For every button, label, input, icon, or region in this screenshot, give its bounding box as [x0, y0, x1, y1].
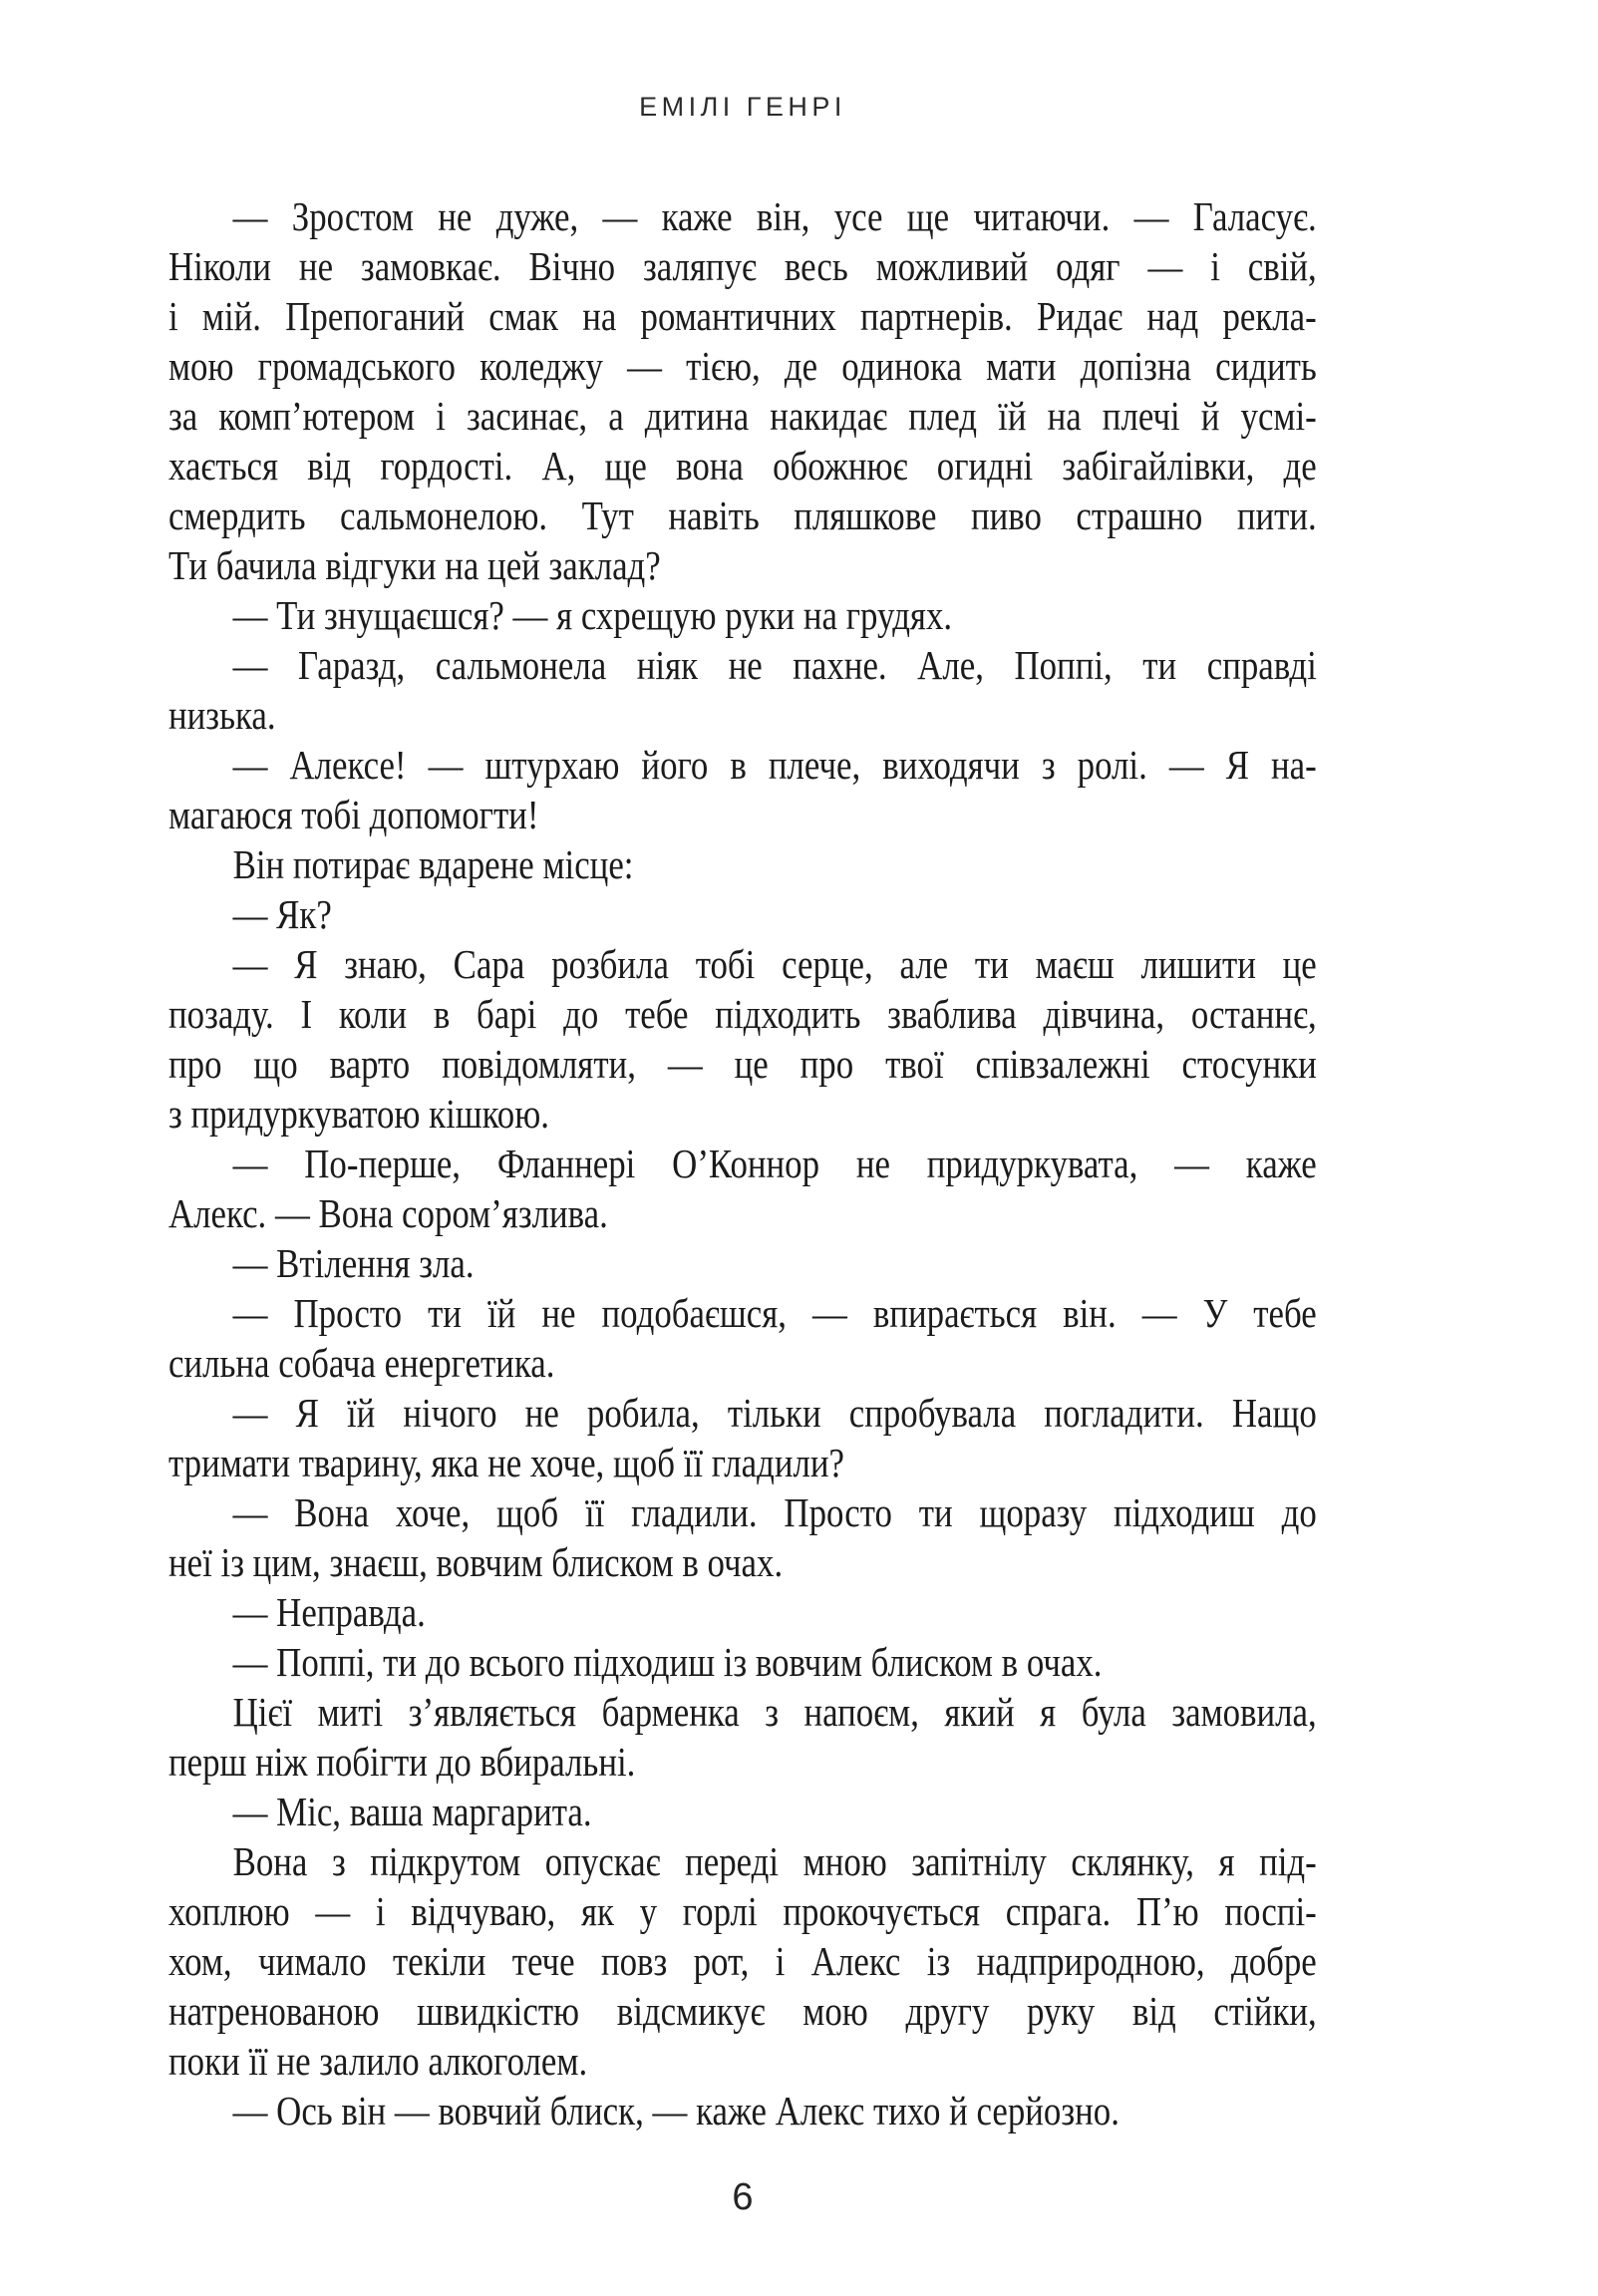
paragraph [168, 1487, 1317, 1587]
text-line: — Просто ти їй не подобаєшся, — впирається він. — У тебе [232, 1290, 1317, 1336]
text-line: Ти бачила відгуки на цей заклад? [168, 542, 661, 588]
paragraph [168, 1637, 1317, 1687]
text-line: — Зростом не дуже, — каже він, усе ще читаючи. — Галасує. [232, 193, 1317, 239]
text-line: хається від гордості. А, ще вона обожнює огидні забігайлівки, де [168, 443, 1317, 489]
paragraph [168, 1687, 1317, 1787]
paragraph [168, 1139, 1317, 1238]
paragraph [168, 1238, 1317, 1288]
paragraph [168, 2086, 1317, 2135]
text-line: Алекс. — Вона сором’язлива. [168, 1190, 608, 1236]
text-line: — Гаразд, сальмонела ніяк не пахне. Але, Поппі, ти справді [232, 642, 1317, 688]
text-line: — Ти знущаєшся? — я схрещую руки на грудях. [232, 592, 953, 638]
text-line: позаду. І коли в барі до тебе підходить зваблива дівчина, останнє, [168, 991, 1317, 1037]
text-line: — Поппі, ти до всього підходиш із вовчим блиском в очах. [232, 1639, 1103, 1685]
text-line: хом, чимало текіли тече повз рот, і Алекс із надприродною, добре [168, 1938, 1317, 1984]
text-line: сильна собача енергетика. [168, 1340, 555, 1386]
paragraph [168, 839, 1317, 889]
text-line: низька. [168, 692, 276, 738]
text-line: магаюся тобі допомогти! [168, 792, 539, 837]
paragraph [168, 939, 1317, 1139]
text-line: — Як? [232, 891, 332, 937]
paragraph [168, 640, 1317, 740]
text-line: мою громадського коледжу — тією, де одинока мати допізна сидить [168, 343, 1317, 389]
page-text [168, 191, 1317, 2135]
text-line: — Втілення зла. [232, 1240, 475, 1286]
text-line: — Міс, ваша маргарита. [232, 1789, 592, 1834]
text-line: смердить сальмонелою. Тут навіть пляшкове пиво страшно пити. [168, 492, 1317, 538]
paragraph [168, 1836, 1317, 2086]
text-line: — Я їй нічого не робила, тільки спробувала погладити. Нащо [232, 1390, 1317, 1436]
text-line: перш ніж побігти до вбиральні. [168, 1739, 636, 1785]
text-line: поки її не залило алкоголем. [168, 2038, 588, 2084]
text-line: тримати тварину, яка не хоче, щоб її гладили? [168, 1440, 845, 1485]
text-line: — Я знаю, Сара розбила тобі серце, але ти маєш лишити це [232, 941, 1317, 987]
text-line: — По-перше, Фланнері О’Коннор не придуркувата, — каже [232, 1141, 1317, 1186]
paragraph [168, 1587, 1317, 1637]
text-line: — Неправда. [232, 1589, 426, 1635]
text-line: — Алексе! — штурхаю його в плече, виходячи з ролі. — Я на- [232, 742, 1317, 788]
text-line: Ніколи не замовкає. Вічно заляпує весь можливий одяг — і свій, [168, 243, 1317, 289]
paragraph [168, 1288, 1317, 1388]
paragraph [168, 889, 1317, 939]
paragraph [168, 1787, 1317, 1836]
text-line: натренованою швидкістю відсмикує мою другу руку від стійки, [168, 1988, 1317, 2034]
text-line: Він потирає вдарене місце: [232, 841, 634, 887]
text-line: неї із цим, знаєш, вовчим блиском в очах. [168, 1539, 784, 1585]
text-line: за комп’ютером і засинає, а дитина накидає плед їй на плечі й усмі- [168, 393, 1317, 439]
paragraph [168, 590, 1317, 640]
text-line: — Вона хоче, щоб її гладили. Просто ти щоразу підходиш до [232, 1489, 1317, 1535]
text-line: — Ось він — вовчий блиск, — каже Алекс тихо й серйозно. [232, 2088, 1119, 2133]
text-line: Вона з підкрутом опускає переді мною запітнілу склянку, я під- [232, 1838, 1317, 1884]
text-line: про що варто повідомляти, — це про твої співзалежні стосунки [168, 1041, 1317, 1087]
paragraph [168, 740, 1317, 839]
page-number: 6 [732, 2176, 754, 2218]
paragraph [168, 191, 1317, 590]
text-line: Цієї миті з’являється барменка з напоєм, який я була замовила, [232, 1689, 1317, 1735]
paragraph [168, 1388, 1317, 1487]
text-line: і мій. Препоганий смак на романтичних партнерів. Ридає над рекла- [168, 293, 1317, 339]
running-header: ЕМІЛІ ГЕНРІ [639, 92, 846, 122]
text-line: хоплюю — і відчуваю, як у горлі прокочується спрага. П’ю поспі- [168, 1888, 1317, 1934]
text-line: з придуркуватою кішкою. [168, 1091, 549, 1137]
